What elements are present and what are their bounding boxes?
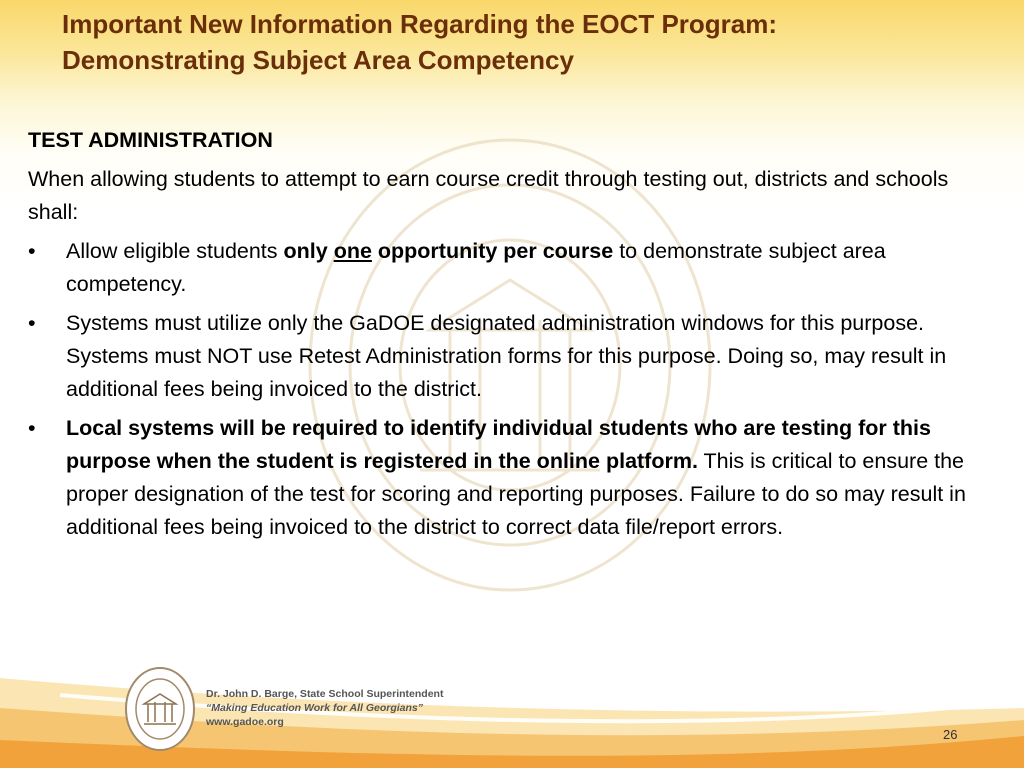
section-heading: TEST ADMINISTRATION bbox=[28, 128, 273, 152]
bullet-text: to demonstrate subject area competency. bbox=[66, 239, 886, 296]
bullet-item bbox=[28, 235, 1003, 301]
bullet-marker: • bbox=[28, 416, 36, 440]
bullet-list bbox=[28, 235, 1003, 544]
website-link[interactable]: www.gadoe.org bbox=[206, 716, 284, 728]
slogan-line: “Making Education Work for All Georgians” bbox=[206, 702, 424, 714]
bullet-text: Systems must utilize only the GaDOE designated administration windows for this purpose. Systems must NOT use Retest Administration forms for this purpose. Doing so, may result in additional fees being invoiced to the district. bbox=[66, 311, 947, 401]
title-line-2: Demonstrating Subject Area Competency bbox=[62, 45, 574, 75]
bold-text: only bbox=[283, 239, 334, 263]
footer-credits bbox=[206, 687, 443, 729]
bold-text: opportunity per course bbox=[371, 239, 614, 263]
bullet-marker: • bbox=[28, 311, 36, 335]
slide-body bbox=[28, 124, 1003, 550]
page-number: 26 bbox=[943, 727, 958, 742]
underlined-bold-text: one bbox=[333, 239, 372, 263]
bullet-item bbox=[28, 307, 1003, 406]
slide-title bbox=[62, 6, 962, 78]
department-seal-logo bbox=[124, 666, 196, 752]
bullet-item bbox=[28, 412, 1003, 544]
bold-text: Local systems will be required to identify individual students who are testing for this purpose when the student is registered in the online platform. bbox=[66, 416, 931, 473]
intro-text: When allowing students to attempt to earn course credit through testing out, districts and schools shall: bbox=[28, 167, 949, 224]
bullet-marker: • bbox=[28, 239, 36, 263]
title-line-1: Important New Information Regarding the EOCT Program: bbox=[62, 9, 778, 39]
bullet-text: Allow eligible students bbox=[66, 239, 284, 263]
superintendent-line: Dr. John D. Barge, State School Superintendent bbox=[206, 688, 444, 700]
bullet-text: This is critical to ensure the proper designation of the test for scoring and reporting purposes. Failure to do so may result in additional fees being invoiced to the district to correct data file/report errors. bbox=[66, 449, 966, 539]
